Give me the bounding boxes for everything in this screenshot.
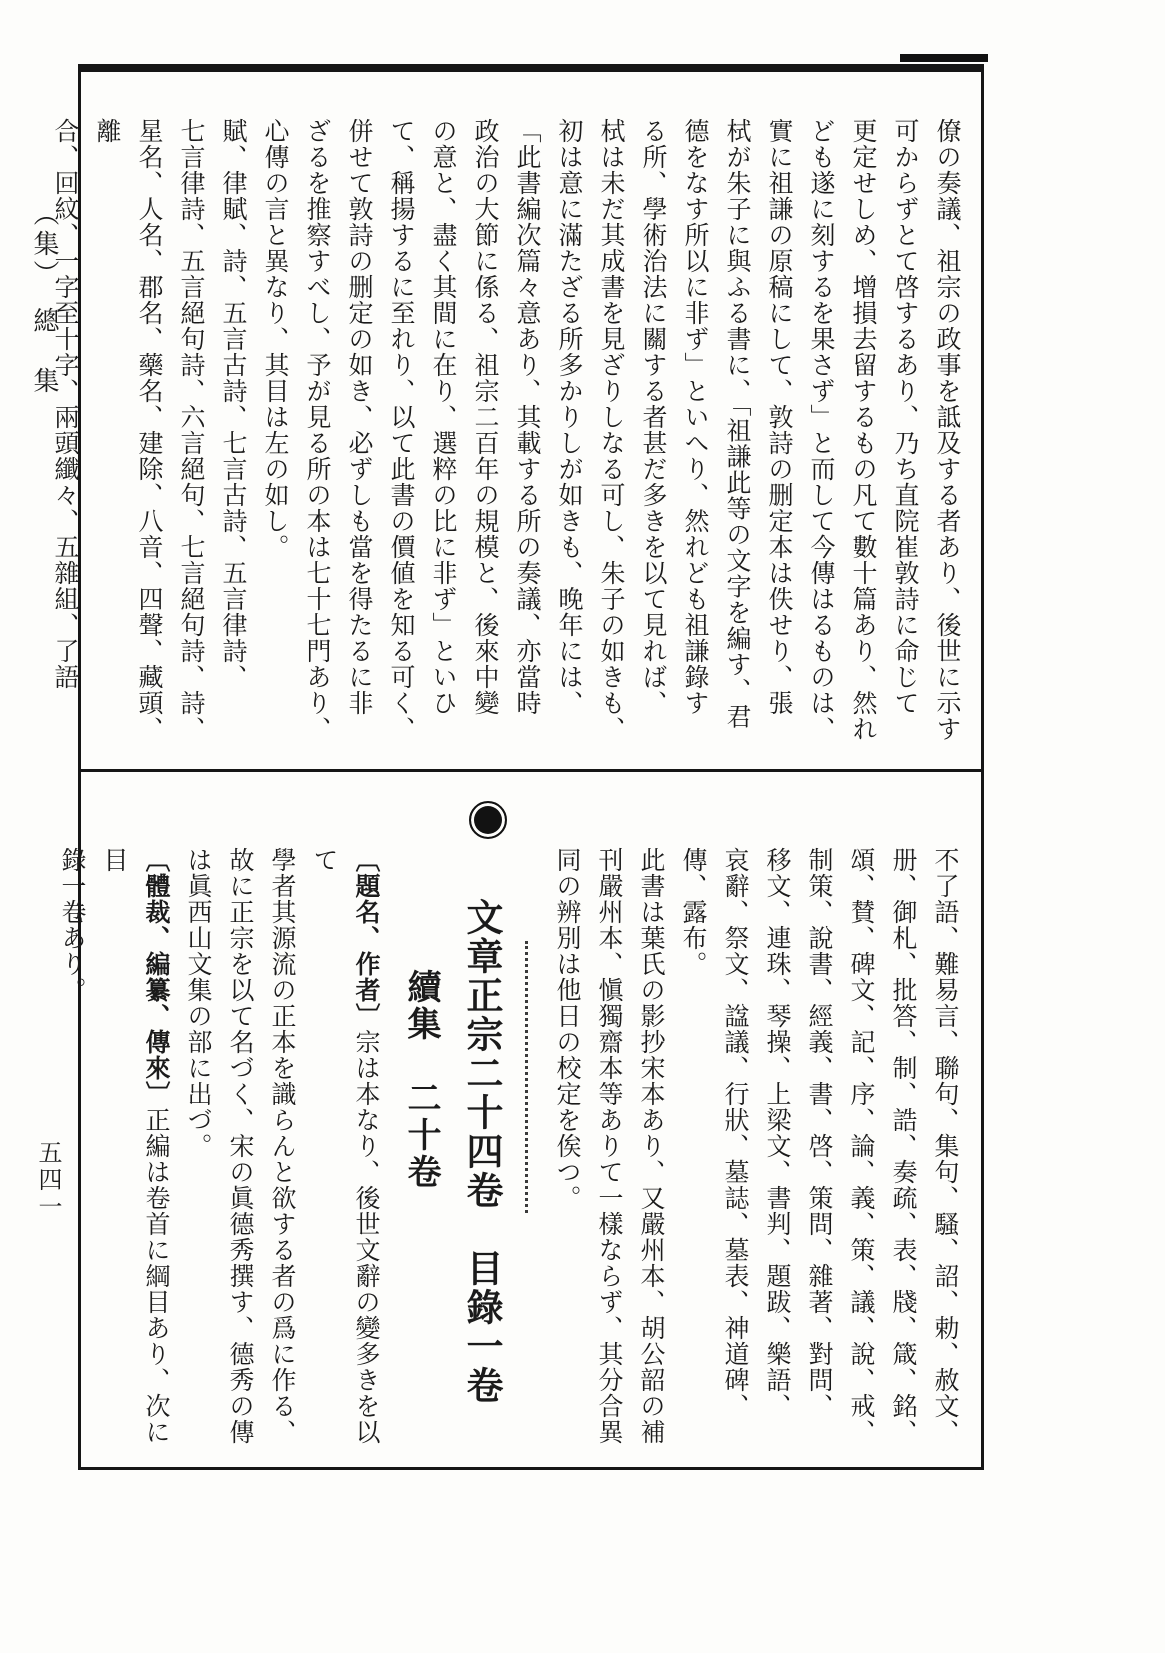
entry-subtitle: 續集 二十卷 [402,969,439,1191]
text-column: 栻が朱子に與ふる書に、「祖謙此等の文字を編す、君 [723,118,750,730]
text-column: ざるを推察すべし、予が見る所の本は七十七門あり、 [303,118,330,742]
paragraph-text: 宗は本なり、後世文辭の變多きを以て [310,847,379,1445]
text-column: 合、回紋、一字至十字、兩頭纖々、五雜組、了語 [51,118,78,690]
text-column: 初は意に滿たざる所多かりしが如きも、晚年には、 [555,118,582,716]
page-number: 五四一 [34,1140,60,1221]
text-column: 賦、律賦、詩、五言古詩、七言古詩、五言律詩、 [219,118,246,690]
section-head: 〔體裁、編纂、傳來〕 [142,847,169,1107]
text-column: 七言律詩、五言絕句詩、六言絕句、七言絕句詩、詩、 [177,118,204,742]
paragraph-column [92,847,176,1459]
entry-separator-rule [525,941,528,1213]
genre-list-column: 制策、說書、經義、書、啓、策問、雜著、對問、 [805,847,832,1419]
text-column: 更定せしめ、增損去留するもの凡て數十篇あり、然れ [849,118,876,742]
paragraph-column: は眞西山文集の部に出づ。 [184,847,211,1159]
bottom-text-block [58,775,981,1467]
text-column: 星名、人名、郡名、藥名、建除、八音、四聲、藏頭、離 [93,118,162,742]
genre-list-column: 傳、露布。 [679,847,706,977]
edition-note-column: 同の辨別は他日の校定を俟つ。 [553,847,580,1211]
content-frame [51,64,984,1470]
text-column: て、稱揚するに至れり、以て此書の價値を知る可く、 [387,118,414,742]
paragraph-column: 錄一卷あり。 [58,847,85,1003]
text-column: る所、學術治法に關する者甚だ多きを以て見れば、 [639,118,666,716]
genre-list-column: 頌、賛、碑文、記、序、論、義、策、議、說、戒、 [847,847,874,1445]
section-head: 〔題名、作者〕 [352,847,379,1029]
text-column: 心傳の言と異なり、其目は左の如し。 [261,118,288,560]
text-column: 實に祖謙の原稿にして、敦詩の删定本は佚せり、張 [765,118,792,716]
scan-border-artifact [900,54,988,62]
entry-title: 文章正宗二十四卷 目錄一卷 [460,898,501,1405]
edition-note-column: 此書は葉氏の影抄宋本あり、又嚴州本、胡公韶の補 [637,847,664,1445]
text-column: ども遂に刻するを果さず」と而して今傳はるものは、 [807,118,834,742]
text-column: 可からずとて啓するあり、乃ち直院崔敦詩に命じて [891,118,918,716]
paragraph-column [302,847,386,1459]
paragraph-column: 故に正宗を以て名づく、宋の眞德秀撰す、德秀の傳 [226,847,253,1445]
edition-note-column: 刊嚴州本、愼獨齋本等ありて一樣ならず、其分合異 [595,847,622,1445]
margin-category-label: （集） 總 集 [30,200,59,397]
entry-marker-icon [469,801,507,839]
genre-list-column: 不了語、難易言、聯句、集句、騷、詔、勅、赦文、 [931,847,958,1445]
genre-list-column: 册、御札、批答、制、誥、奏疏、表、牋、箴、銘、 [889,847,916,1445]
text-column: 栻は未だ其成書を見ざりしなる可し、朱子の如きも、 [597,118,624,742]
top-text-block [51,72,981,772]
genre-list-column: 哀辭、祭文、諡議、行狀、墓誌、墓表、神道碑、 [721,847,748,1419]
text-column: 政治の大節に係る、祖宗二百年の規模と、後來中變 [471,118,498,716]
paragraph-text: 正編は卷首に綱目あり、次に目 [100,847,169,1445]
genre-list-column: 移文、連珠、琴操、上梁文、書判、題跋、樂語、 [763,847,790,1419]
text-column: 德をなす所以に非ず」といへり、然れども祖謙錄す [681,118,708,716]
text-column: 併せて敦詩の删定の如き、必ずしも當を得たるに非 [345,118,372,716]
paragraph-column: 學者其源流の正本を識らんと欲する者の爲に作る、 [268,847,295,1445]
entry-title-column [452,801,508,1413]
text-column: 僚の奏議、祖宗の政事を詆及する者あり、後世に示す [933,118,960,742]
text-column: 「此書編次篇々意あり、其載する所の奏議、亦當時 [513,118,540,716]
text-column: の意と、盡く其間に在り、選粹の比に非ず」といひ [429,118,456,716]
